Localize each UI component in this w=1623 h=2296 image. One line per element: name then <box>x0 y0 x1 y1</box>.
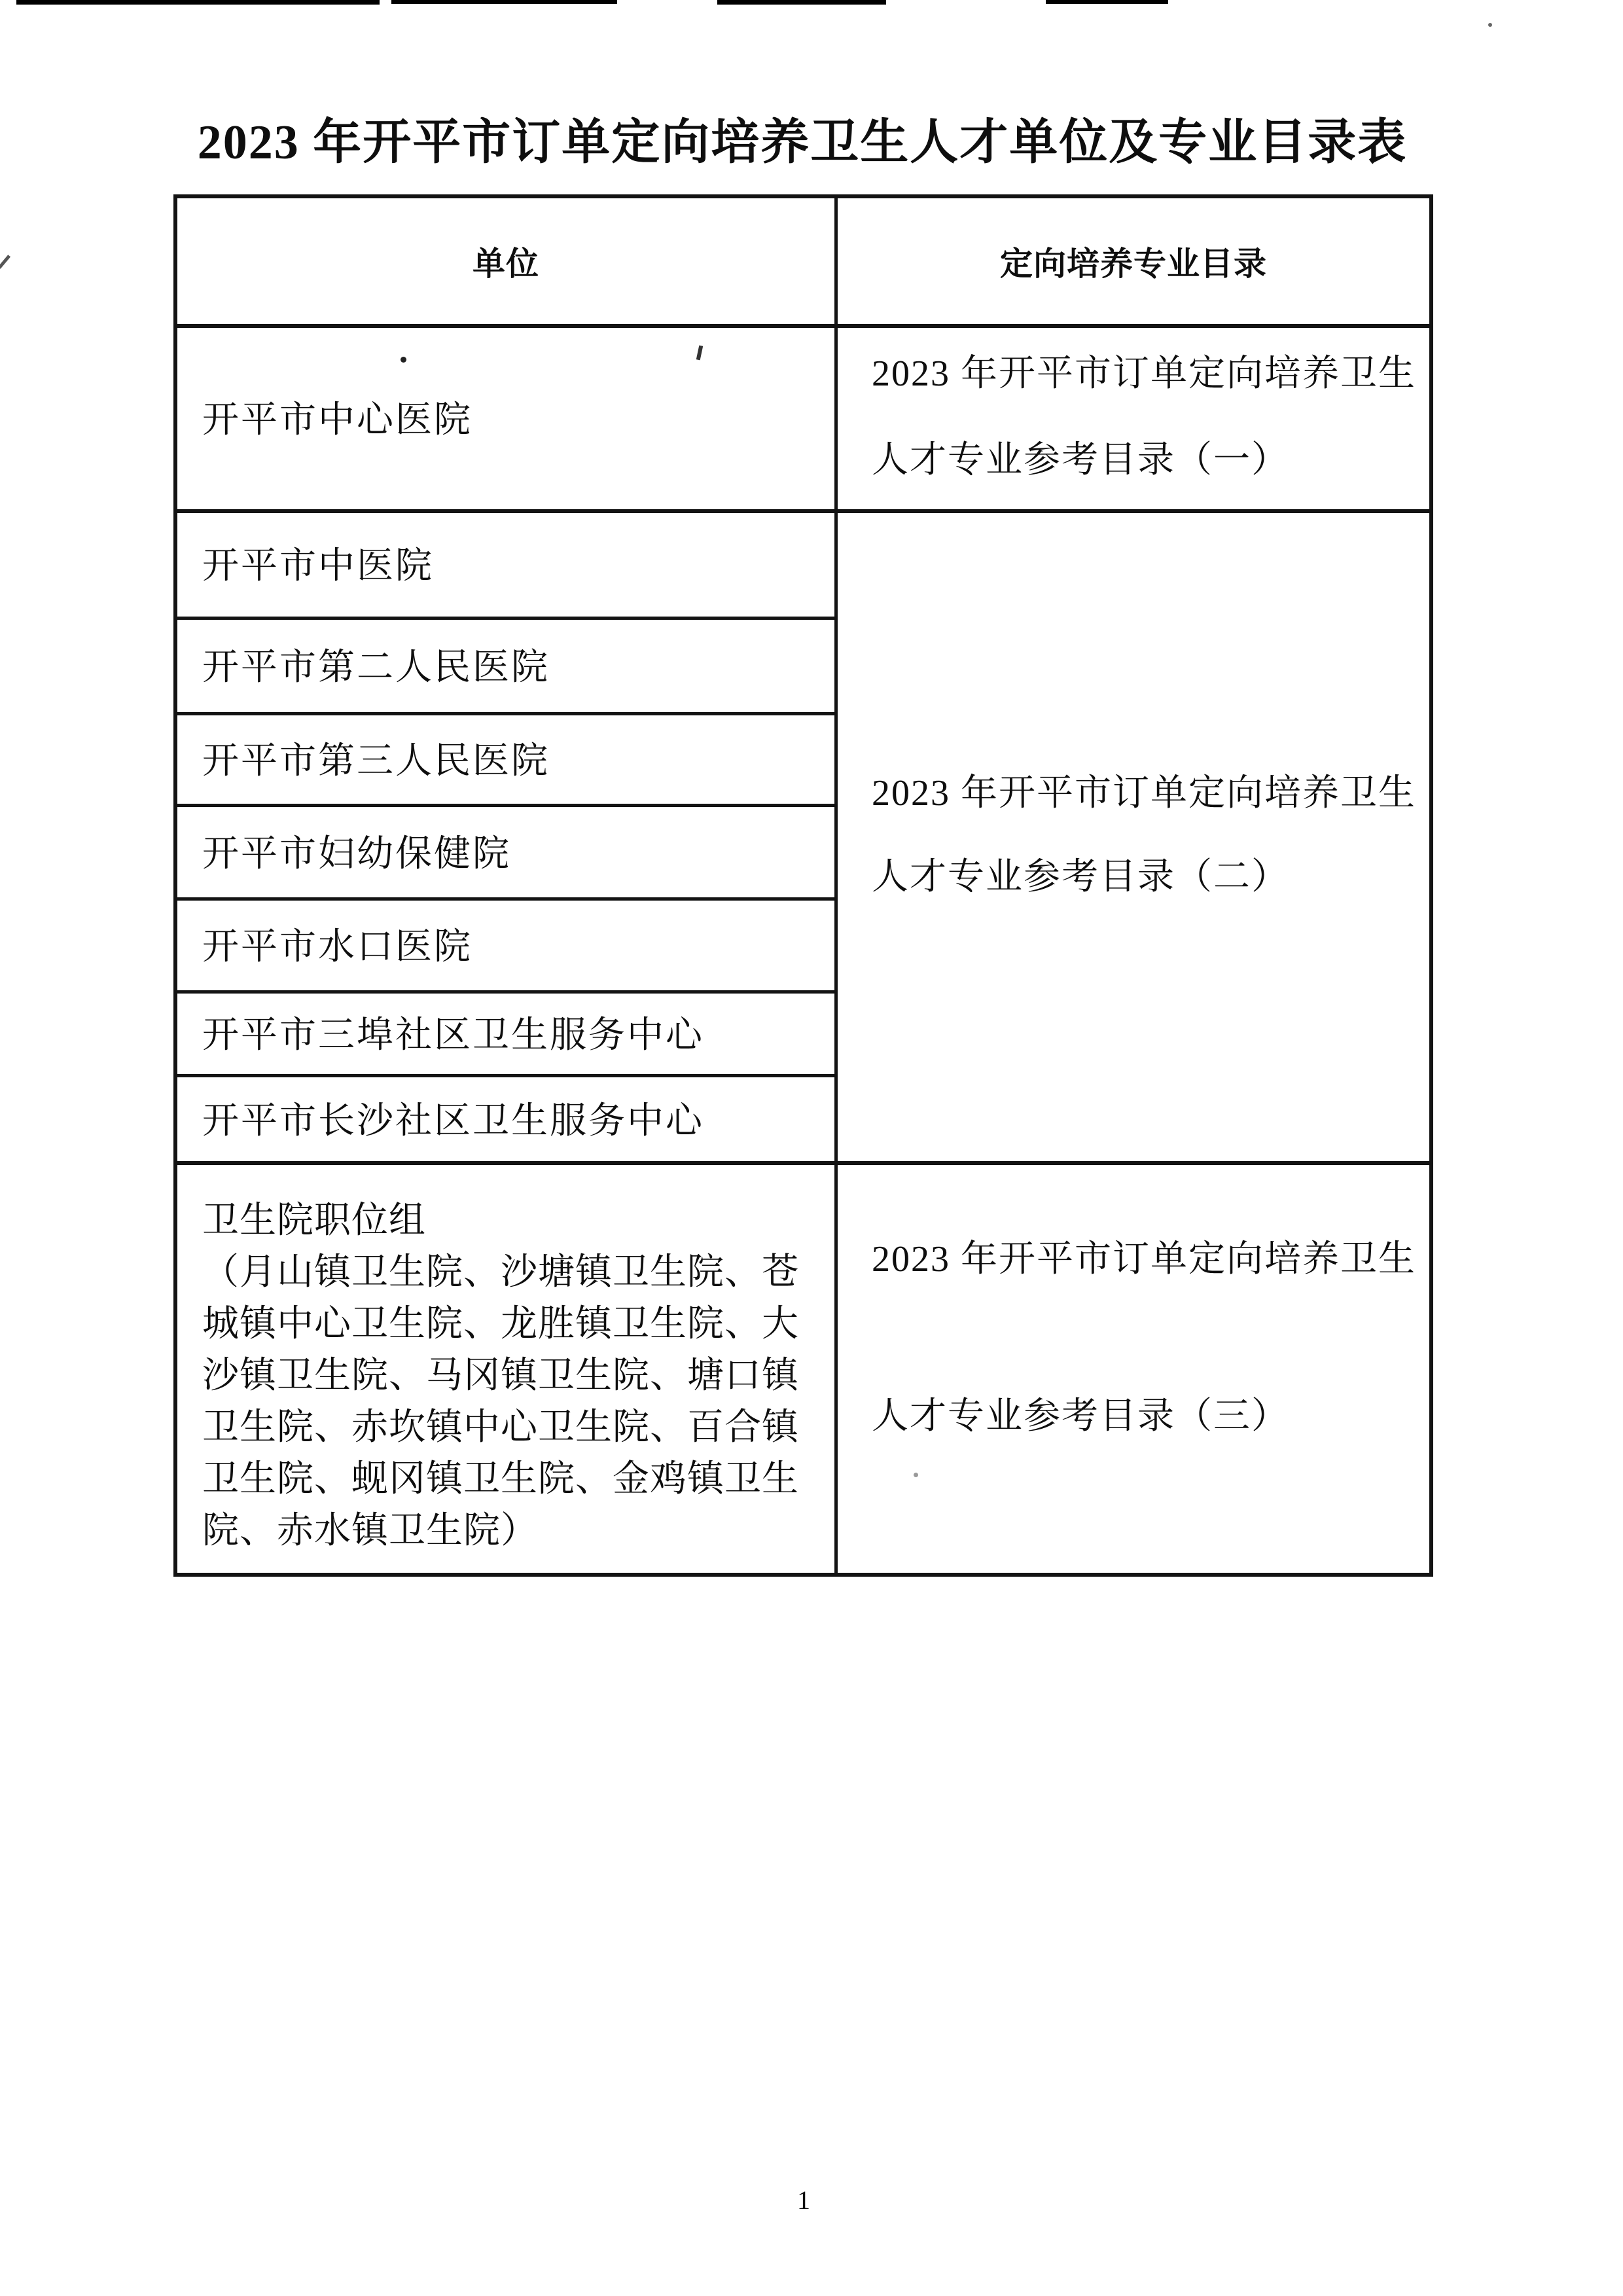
table-row-unit <box>177 804 834 897</box>
unit-name: 开平市妇幼保健院 <box>202 833 511 874</box>
table-row-unit <box>177 1074 834 1161</box>
catalog-cell-2 <box>838 509 1429 1161</box>
catalog-line: 人才专业参考目录（三） <box>872 1395 1289 1437</box>
catalog-cell-1 <box>838 324 1429 509</box>
unit-name: 开平市中医院 <box>202 546 434 586</box>
table-row-unit <box>177 897 834 990</box>
unit-name: 开平市长沙社区卫生服务中心 <box>202 1100 704 1141</box>
table-row-unit <box>177 509 834 617</box>
catalog-line: 人才专业参考目录（一） <box>872 439 1289 480</box>
header-cell-catalog <box>838 198 1429 324</box>
unit-name: 开平市水口医院 <box>202 927 473 967</box>
page-title: 2023 年开平市订单定向培养卫生人才单位及专业目录表 <box>197 116 1408 170</box>
scan-speck <box>1488 23 1492 27</box>
unit-name: 开平市第二人民医院 <box>202 647 550 688</box>
table-row-health-centre-group <box>177 1161 834 1573</box>
table-row-unit <box>177 617 834 712</box>
header-cell-unit <box>177 198 834 324</box>
page-number: 1 <box>797 2185 810 2215</box>
header-catalog-label: 定向培养专业目录 <box>1000 245 1267 282</box>
unit-name: 开平市三埠社区卫生服务中心 <box>202 1015 704 1056</box>
table-row-unit <box>177 324 834 509</box>
unit-name: 开平市中心医院 <box>202 399 473 440</box>
scan-artifact <box>717 0 886 5</box>
catalog-line: 2023 年开平市订单定向培养卫生 <box>872 353 1416 394</box>
scan-artifact <box>1046 0 1168 4</box>
group-label: 卫生院职位组 <box>202 1200 426 1241</box>
table-row-unit <box>177 712 834 804</box>
catalog-line: 2023 年开平市订单定向培养卫生 <box>872 773 1416 814</box>
unit-catalog-table <box>173 194 1433 1577</box>
catalog-cell-3 <box>838 1132 1429 1543</box>
header-unit-label: 单位 <box>473 245 539 282</box>
group-detail: （月山镇卫生院、沙塘镇卫生院、苍城镇中心卫生院、龙胜镇卫生院、大沙镇卫生院、马冈镇卫生院、塘口镇卫生院、赤坎镇中心卫生院、百合镇卫生院、蚬冈镇卫生院、金鸡镇卫生院、赤水镇卫生院） <box>202 1252 799 1551</box>
catalog-line: 2023 年开平市订单定向培养卫生 <box>872 1238 1416 1280</box>
table-row-unit <box>177 990 834 1074</box>
unit-name: 开平市第三人民医院 <box>202 741 550 781</box>
scan-artifact <box>16 0 380 5</box>
catalog-line: 人才专业参考目录（二） <box>872 857 1289 897</box>
scan-speck <box>0 255 10 269</box>
scan-artifact <box>391 0 617 4</box>
